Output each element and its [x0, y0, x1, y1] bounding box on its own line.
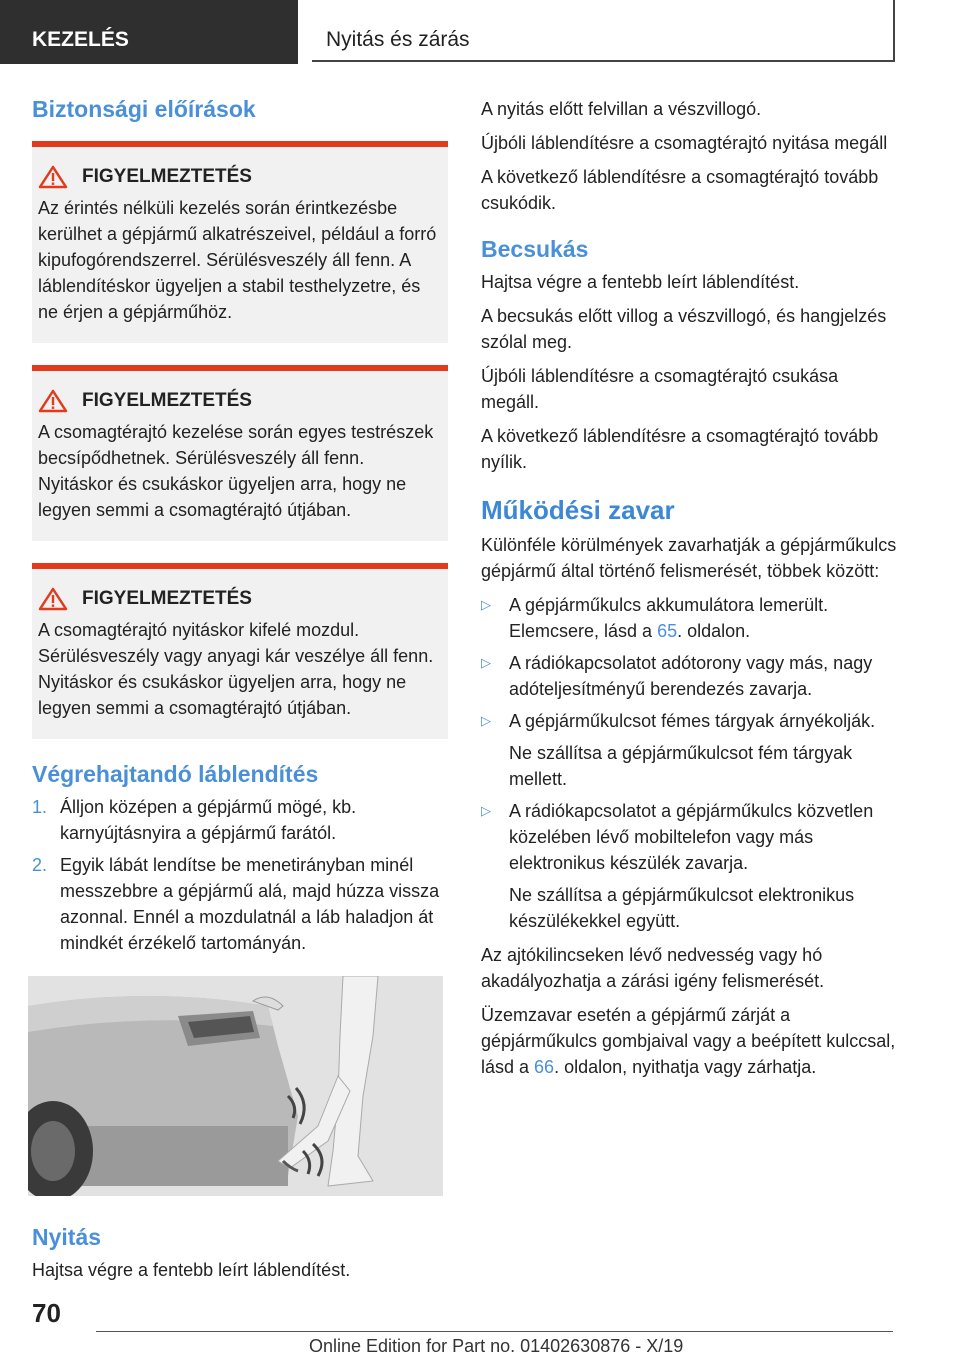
warning-title: FIGYELMEZTETÉS [82, 166, 252, 187]
list-item: ▷ A rádiókapcsolatot adótorony vagy más, nagy adóteljesítményű berendezés zavarja. [481, 650, 901, 702]
warning-box-3 [32, 563, 448, 739]
warning-triangle-icon [38, 389, 68, 413]
open-heading: Nyitás [32, 1224, 102, 1250]
warning-box-1 [32, 141, 448, 343]
close-heading: Becsukás [481, 236, 589, 262]
topic-title: Nyitás és zárás [326, 28, 470, 51]
page-number: 70 [32, 1298, 61, 1328]
left-column [32, 96, 448, 1291]
section-title: KEZELÉS [32, 28, 129, 51]
bullet-triangle-icon: ▷ [481, 597, 491, 612]
bullet-triangle-icon: ▷ [481, 713, 491, 728]
paragraph: Újbóli láblendítésre a csomagtérajtó csukása megáll. [481, 366, 839, 412]
bullet-triangle-icon: ▷ [481, 803, 491, 818]
paragraph: Hajtsa végre a fentebb leírt láblendítést. [481, 272, 800, 292]
list-item: ▷ A gépjárműkulcsot fémes tárgyak árnyékolják. Ne szállítsa a gépjárműkulcsot fém tárgyak mellett. [481, 708, 901, 792]
warning-text: A csomagtérajtó nyitáskor kifelé mozdul. Sérülésveszély vagy anyagi kár veszélye áll fenn. Nyitáskor és csukáskor ügyeljen arra, hogy ne legyen semmi a csomagtérajtó útjában. [38, 620, 434, 718]
paragraph: A következő láblendítésre a csomagtérajtó tovább nyílik. [481, 426, 879, 472]
paragraph: Újbóli láblendítésre a csomagtérajtó nyitása megáll [481, 133, 888, 153]
list-item: ▷ A rádiókapcsolatot a gépjárműkulcs közvetlen közelében lévő mobiltelefon vagy más elektronikus készülék zavarja. Ne szállítsa a gépjárműkulcsot elektronikus készülékekkel együtt. [481, 798, 901, 934]
right-column [481, 96, 901, 1088]
paragraph: Üzemzavar esetén a gépjármű zárját a gépjárműkulcs gombjaival vagy a beépített kulccsal, lásd a 66. oldalon, nyithatja vagy zárhatja. [481, 1005, 896, 1077]
safety-heading: Biztonsági előírások [32, 96, 256, 122]
section-tab [0, 0, 298, 64]
paragraph: A következő láblendítésre a csomagtérajtó tovább csukódik. [481, 167, 879, 213]
topic-header [312, 0, 895, 62]
page-link[interactable]: 66 [534, 1057, 555, 1077]
page-link[interactable]: 65 [657, 621, 678, 641]
paragraph: A becsukás előtt villog a vészvillogó, és hangjelzés szólal meg. [481, 306, 887, 352]
kick-heading: Végrehajtandó láblendítés [32, 761, 319, 787]
list-item: 2. Egyik lábát lendítse be menetirányban minél messzebbre a gépjármű alá, majd húzza vissza azonnal. Ennél a mozdulatnál a láb haladjon át mindkét érzékelő tartományán. [32, 855, 440, 953]
paragraph: A nyitás előtt felvillan a vészvillogó. [481, 99, 762, 119]
car-rear-kick-image [28, 976, 443, 1196]
fault-list [481, 592, 901, 934]
kick-steps [32, 794, 448, 956]
kick-gesture-illustration [28, 976, 443, 1196]
warning-title: FIGYELMEZTETÉS [82, 390, 252, 411]
bullet-triangle-icon: ▷ [481, 655, 491, 670]
list-item: 1. Álljon középen a gépjármű mögé, kb. karnyújtásnyira a gépjármű farától. [32, 797, 357, 843]
paragraph: Az ajtókilincseken lévő nedvesség vagy hó akadályozhatja a zárási igény felismerését. [481, 945, 825, 991]
footer-divider [96, 1331, 893, 1332]
warning-text: A csomagtérajtó kezelése során egyes testrészek becsípődhetnek. Sérülésveszély áll fenn. Nyitáskor és csukáskor ügyeljen arra, hogy ne legyen semmi a csomagtérajtó útjában. [38, 422, 434, 520]
warning-triangle-icon [38, 165, 68, 189]
warning-box-2 [32, 365, 448, 541]
paragraph: Különféle körülmények zavarhatják a gépjárműkulcs gépjármű által történő felismerését, többek között: [481, 535, 897, 581]
edition-footer: Online Edition for Part no. 01402630876 - X/19 [309, 1336, 684, 1356]
warning-title: FIGYELMEZTETÉS [82, 588, 252, 609]
list-item: ▷ A gépjárműkulcs akkumulátora lemerült. Elemcsere, lásd a 65. oldalon. [481, 592, 901, 644]
warning-text: Az érintés nélküli kezelés során érintkezésbe kerülhet a gépjármű alkatrészeivel, például a forró kipufogórendszerrel. Sérülésveszély áll fenn. A láblendítéskor ügyeljen a stabil testhelyzetre, és ne érjen a gépjárműhöz. [38, 198, 437, 322]
fault-heading: Működési zavar [481, 495, 675, 525]
open-text: Hajtsa végre a fentebb leírt láblendítést. [32, 1260, 351, 1280]
warning-triangle-icon [38, 587, 68, 611]
